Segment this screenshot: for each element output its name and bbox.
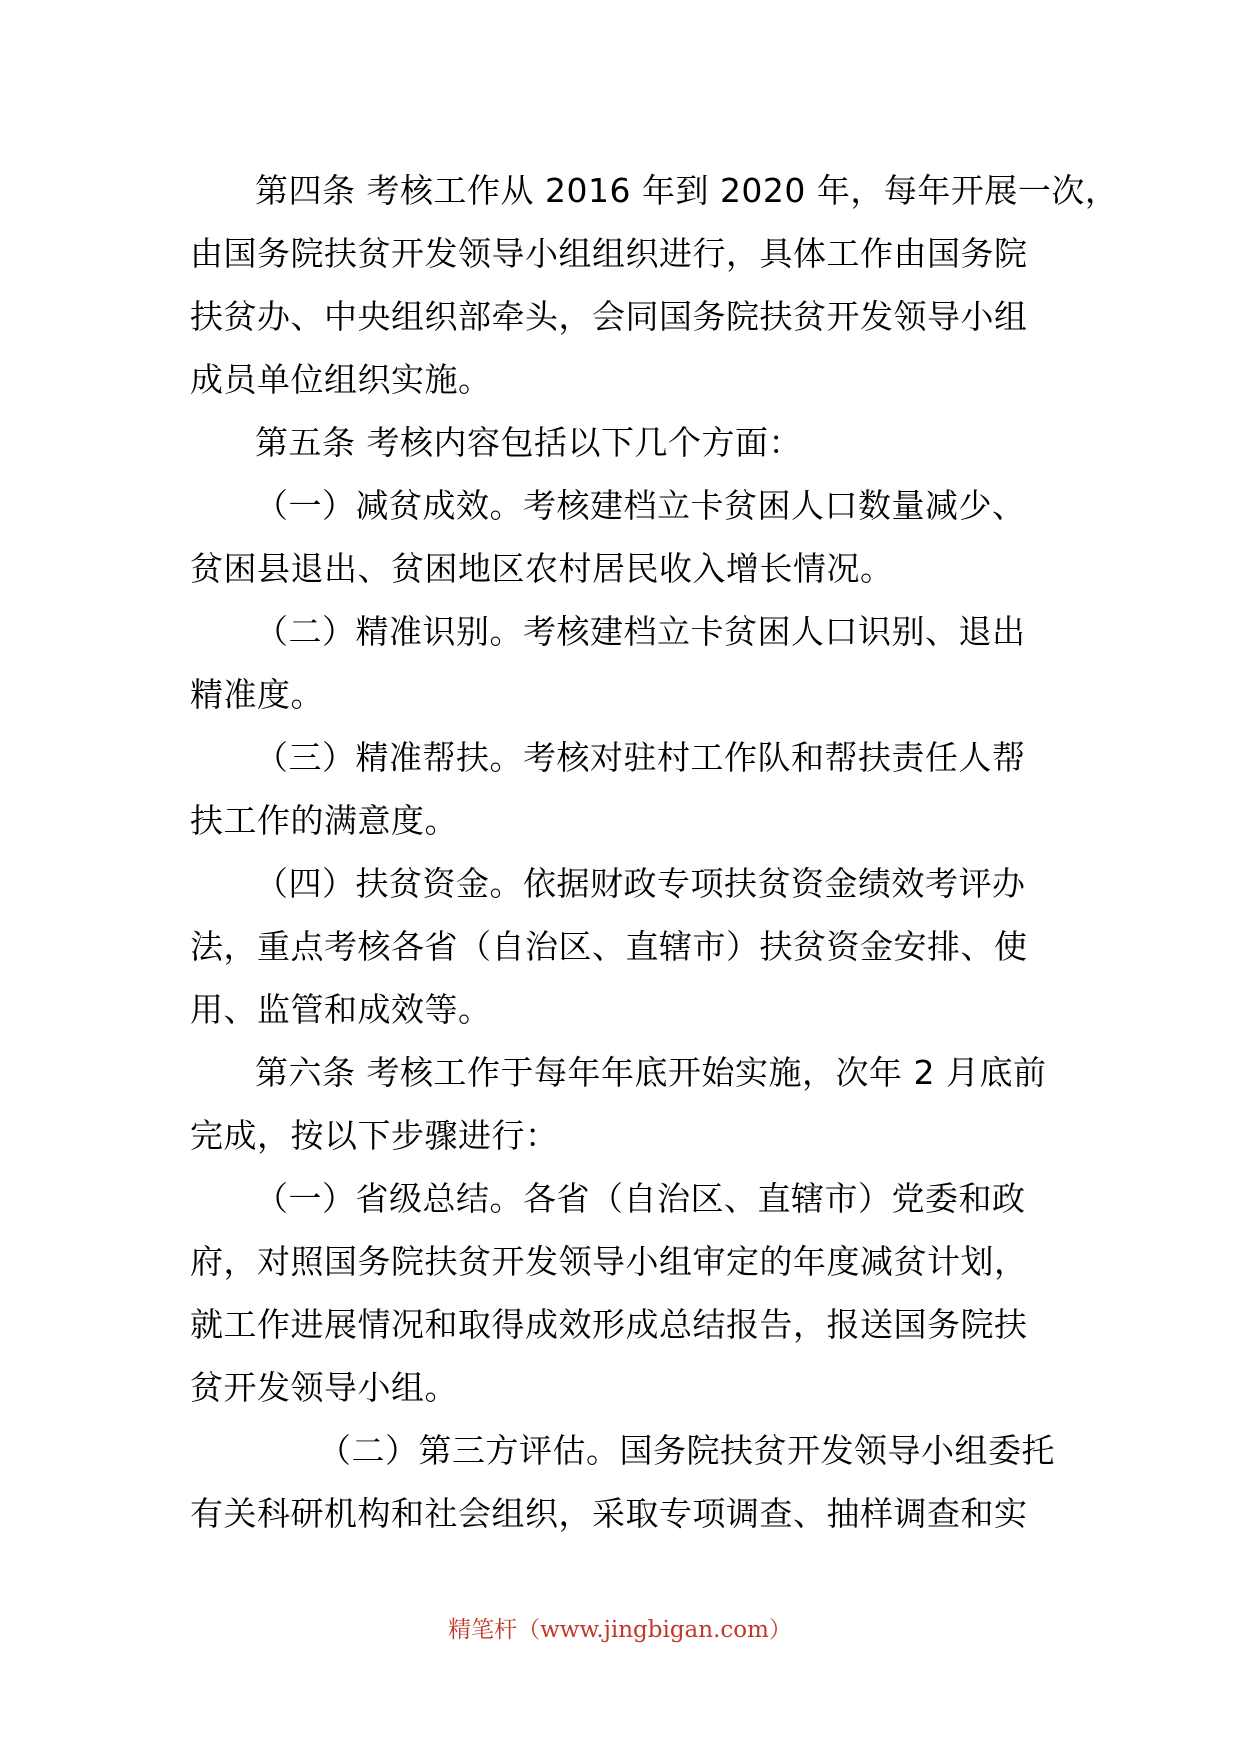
text-line: 就工作进展情况和取得成效形成总结报告，报送国务院扶: [190, 1305, 1028, 1344]
text-line: 贫困县退出、贫困地区农村居民收入增长情况。: [190, 549, 894, 588]
text-line: 用、监管和成效等。: [190, 990, 492, 1029]
text-line: （二）精准识别。考核建档立卡贫困人口识别、退出: [255, 612, 1026, 651]
text-line: 第五条 考核内容包括以下几个方面：: [255, 423, 802, 462]
text-line: 扶贫办、中央组织部牵头，会同国务院扶贫开发领导小组: [190, 297, 1028, 336]
text-line: 成员单位组织实施。: [190, 360, 492, 399]
text-line: （二）第三方评估。国务院扶贫开发领导小组委托: [318, 1431, 1055, 1470]
text-line: 法，重点考核各省（自治区、直辖市）扶贫资金安排、使: [190, 927, 1028, 966]
text-line: 精准度。: [190, 675, 324, 714]
text-line: 贫开发领导小组。: [190, 1368, 458, 1407]
text-line: 第六条 考核工作于每年年底开始实施，次年 2 月底前: [255, 1053, 1047, 1092]
text-line: 有关科研机构和社会组织，采取专项调查、抽样调查和实: [190, 1494, 1028, 1533]
text-line: （三）精准帮扶。考核对驻村工作队和帮扶责任人帮: [255, 738, 1026, 777]
text-line: 由国务院扶贫开发领导小组组织进行，具体工作由国务院: [190, 234, 1028, 273]
text-line: （一）减贫成效。考核建档立卡贫困人口数量减少、: [255, 486, 1026, 525]
text-line: 扶工作的满意度。: [190, 801, 458, 840]
text-line: 完成，按以下步骤进行：: [190, 1116, 559, 1155]
text-line: （四）扶贫资金。依据财政专项扶贫资金绩效考评办: [255, 864, 1026, 903]
text-line: 府，对照国务院扶贫开发领导小组审定的年度减贫计划，: [190, 1242, 1028, 1281]
text-line: 第四条 考核工作从 2016 年到 2020 年，每年开展一次，: [255, 171, 1119, 210]
text-line: （一）省级总结。各省（自治区、直辖市）党委和政: [255, 1179, 1026, 1218]
footer-watermark: 精笔杆（www.jingbigan.com）: [448, 1617, 792, 1643]
